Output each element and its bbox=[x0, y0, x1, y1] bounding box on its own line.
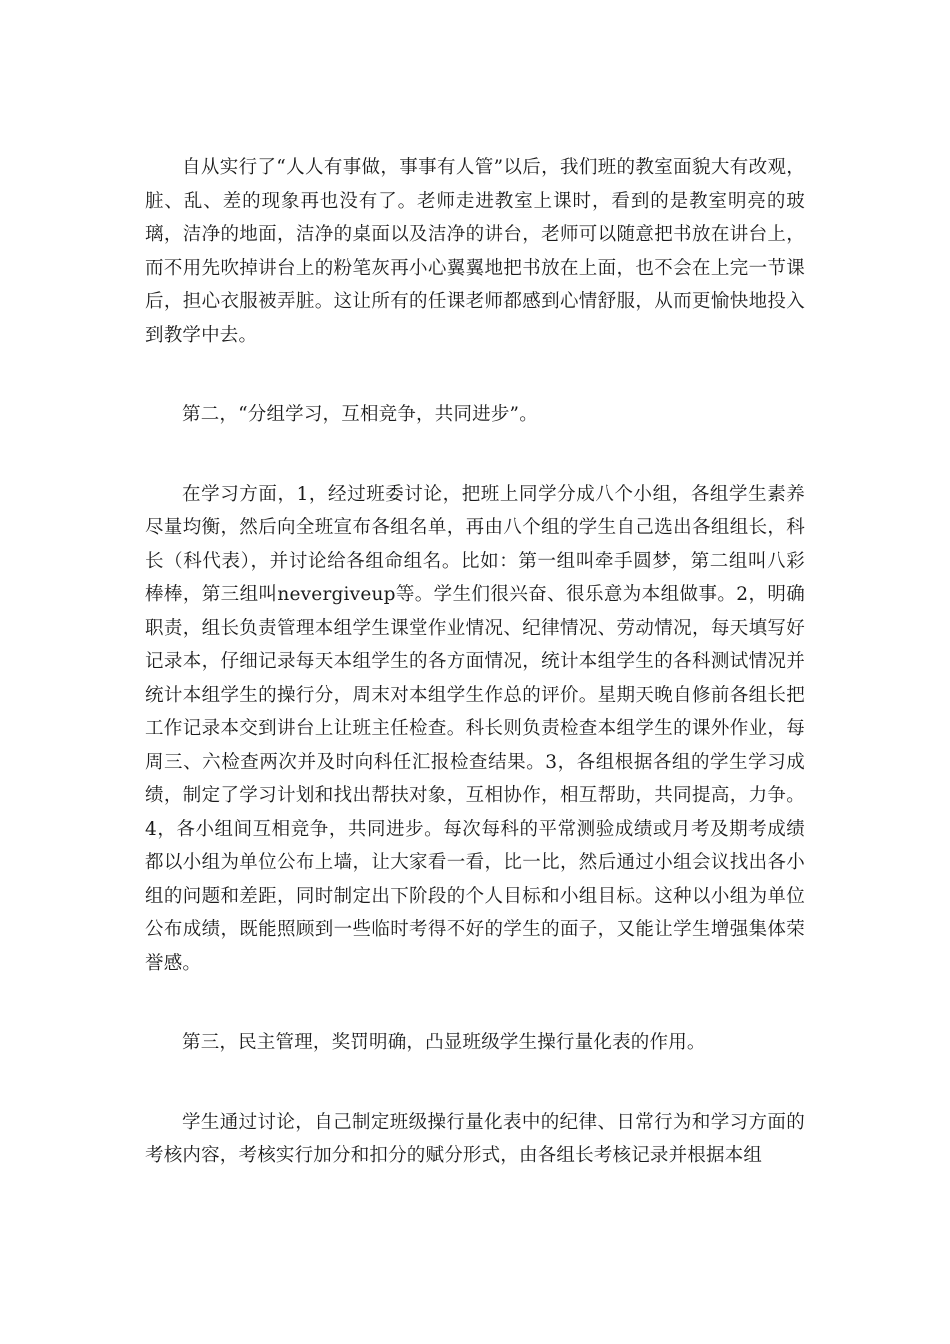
document-body bbox=[145, 151, 805, 1173]
paragraph-section-two-heading: 第二，“分组学习，互相竞争，共同进步”。 bbox=[182, 404, 538, 425]
paragraph-conduct-scoring: 学生通过讨论，自己制定班级操行量化表中的纪律、日常行为和学习方面的考核内容，考核实行加分和扣分的赋分形式，由各组长考核记录并根据本组 bbox=[145, 1111, 805, 1166]
paragraph-section-three-heading: 第三，民主管理，奖罚明确，凸显班级学生操行量化表的作用。 bbox=[182, 1032, 706, 1053]
paragraph-classroom-improvement: 自从实行了“人人有事做，事事有人管”以后，我们班的教室面貌大有改观，脏、乱、差的现象再也没有了。老师走进教室上课时，看到的是教室明亮的玻璃，洁净的地面，洁净的桌面以及洁净的讲台，老师可以随意把书放在讲台上，而不用先吹掉讲台上的粉笔灰再小心翼翼地把书放在上面，也不会在上完一节课后，担心衣服被弄脏。这让所有的任课老师都感到心情舒服，从而更愉快地投入到教学中去。 bbox=[145, 157, 805, 346]
paragraph-group-learning: 在学习方面，1，经过班委讨论，把班上同学分成八个小组，各组学生素养尽量均衡，然后向全班宣布各组名单，再由八个组的学生自己选出各组组长，科长（科代表），并讨论给各组命组名。比如：第一组叫牵手圆梦，第二组叫八彩棒棒，第三组叫nevergiveup等。学生们很兴奋、很乐意为本组做事。2，明确职责，组长负责管理本组学生课堂作业情况、纪律情况、劳动情况，每天填写好记录本，仔细记录每天本组学生的各方面情况，统计本组学生的各科测试情况并统计本组学生的操行分，周末对本组学生作总的评价。星期天晚自修前各组长把工作记录本交到讲台上让班主任检查。科长则负责检查本组学生的课外作业，每周三、六检查两次并及时向科任汇报检查结果。3，各组根据各组的学生学习成绩，制定了学习计划和找出帮扶对象，互相协作，相互帮助，共同提高，力争。4，各小组间互相竞争，共同进步。每次每科的平常测验成绩或月考及期考成绩都以小组为单位公布上墙，让大家看一看，比一比，然后通过小组会议找出各小组的问题和差距，同时制定出下阶段的个人目标和小组目标。这种以小组为单位公布成绩，既能照顾到一些临时考得不好的学生的面子，又能让学生增强集体荣誉感。 bbox=[145, 483, 805, 974]
